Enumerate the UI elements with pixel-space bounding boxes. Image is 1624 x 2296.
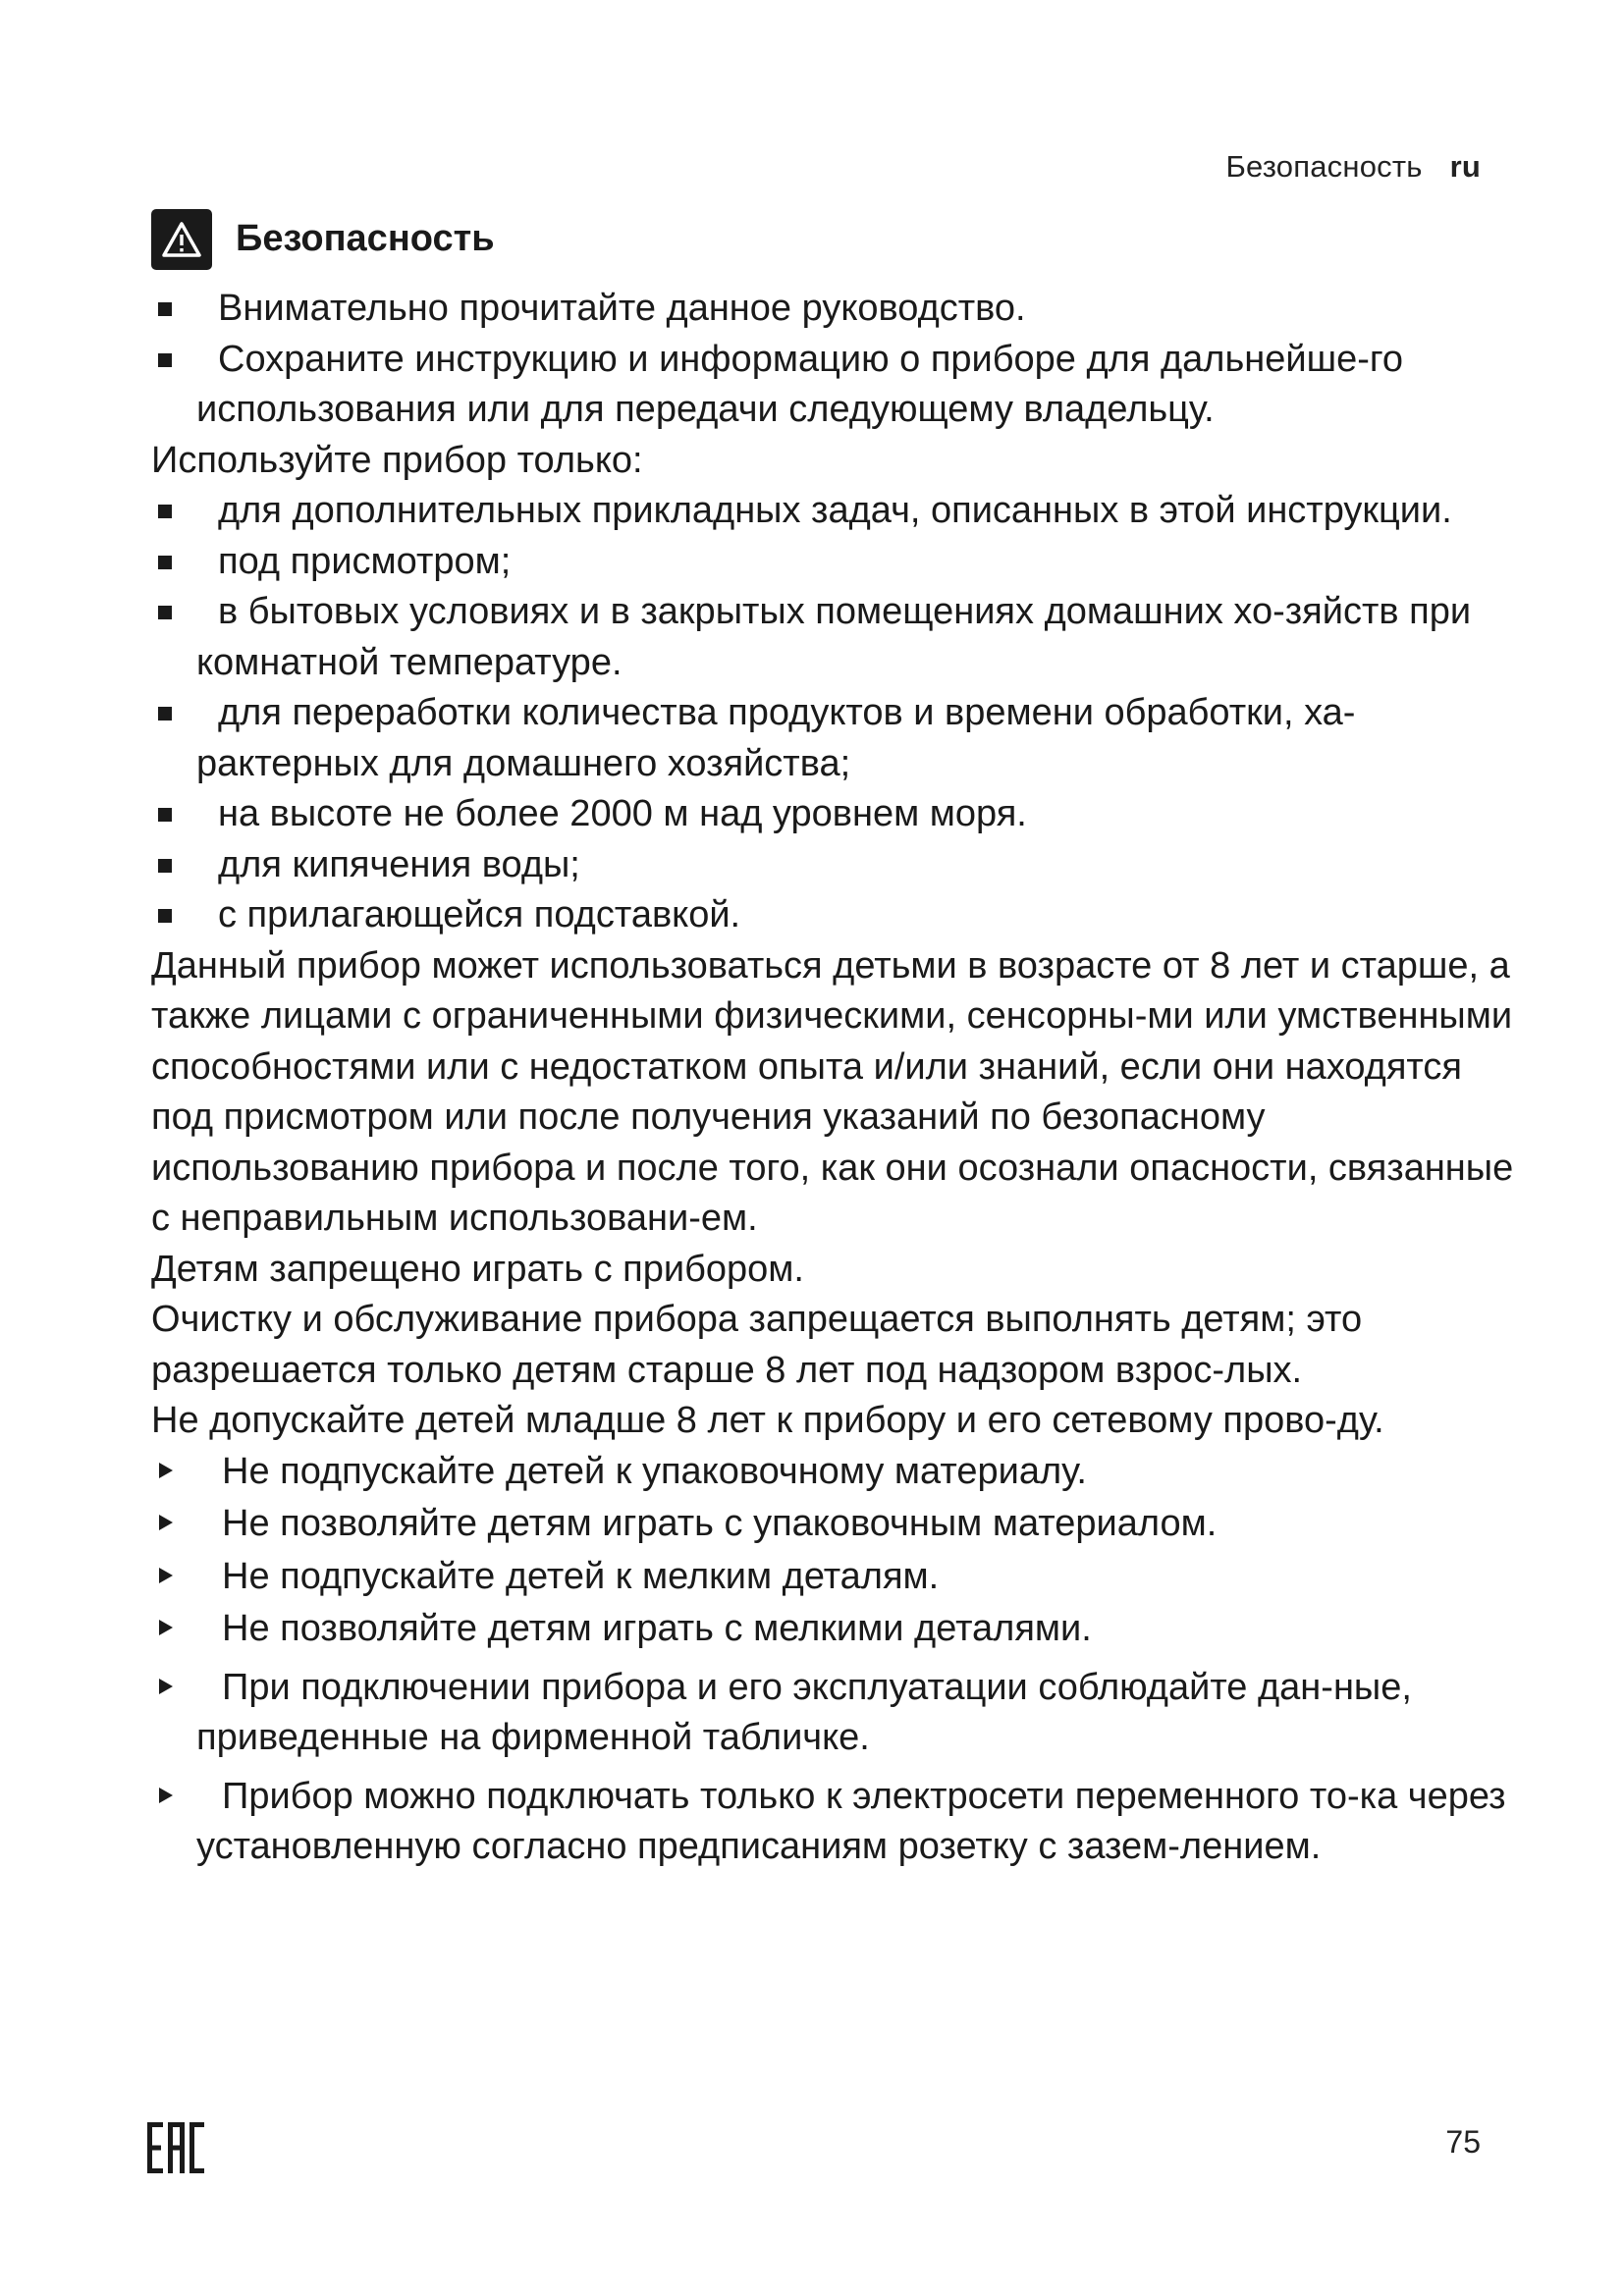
list-item: для кипячения воды; (151, 840, 1516, 891)
header-section: Безопасность (1225, 149, 1423, 184)
list-item: для дополнительных прикладных задач, описанных в этой инструкции. (151, 486, 1516, 537)
paragraph-cleaning: Очистку и обслуживание прибора запрещается выполнять детям; это разрешается только детям старше 8 лет под надзором взрос-лых. (151, 1299, 1363, 1391)
list-item: Не позволяйте детям играть с мелкими деталями. (151, 1604, 1516, 1655)
page-content (151, 208, 1516, 1873)
paragraph-keep-away: Не допускайте детей младше 8 лет к прибору и его сетевому прово-ду. (151, 1400, 1384, 1441)
page-number: 75 (1445, 2124, 1481, 2160)
page-title: Безопасность (236, 218, 495, 260)
list-item: Не подпускайте детей к упаковочному материалу. (151, 1447, 1516, 1498)
list-item: с прилагающейся подставкой. (151, 890, 1516, 941)
use-list (151, 486, 1516, 941)
warning-icon (151, 209, 212, 270)
eac-logo (147, 2122, 204, 2173)
list-item: Прибор можно подключать только к электросети переменного то-ка через установленную согласно предписаниям розетку с зазем-лением. (151, 1772, 1516, 1873)
list-item: для переработки количества продуктов и времени обработки, ха-рактерных для домашнего хозяйства; (151, 688, 1516, 789)
running-header (1225, 149, 1481, 185)
list-item: Внимательно прочитайте данное руководство. (151, 284, 1516, 335)
header-language: ru (1449, 149, 1481, 184)
list-item: Сохраните инструкцию и информацию о приборе для дальнейше-го использования или для передачи следующему владельцу. (151, 335, 1516, 436)
intro-list (151, 284, 1516, 436)
use-only-label: Используйте прибор только: (151, 439, 643, 481)
instruction-list (151, 1447, 1516, 1873)
list-item: в бытовых условиях и в закрытых помещениях домашних хо-зяйств при комнатной температуре. (151, 587, 1516, 688)
paragraph-children-usage: Данный прибор может использоваться детьми в возрасте от 8 лет и старше, а также лицами с ограниченными физическими, сенсорны-ми или умственными способностями или с недостатком опыта и/или знаний, если они находятся под присмотром или после получения указаний по безопасному использованию прибора и после того, как они осознали опасности, связанные с неправильным использовани-ем. (151, 944, 1514, 1239)
list-item: Не позволяйте детям играть с упаковочным материалом. (151, 1499, 1516, 1550)
list-item: под присмотром; (151, 537, 1516, 588)
list-item: При подключении прибора и его эксплуатации соблюдайте дан-ные, приведенные на фирменной табличке. (151, 1663, 1516, 1764)
paragraph-no-play: Детям запрещено играть с прибором. (151, 1248, 804, 1290)
list-item: Не подпускайте детей к мелким деталям. (151, 1552, 1516, 1603)
list-item: на высоте не более 2000 м над уровнем моря. (151, 789, 1516, 840)
section-heading (151, 208, 1516, 271)
